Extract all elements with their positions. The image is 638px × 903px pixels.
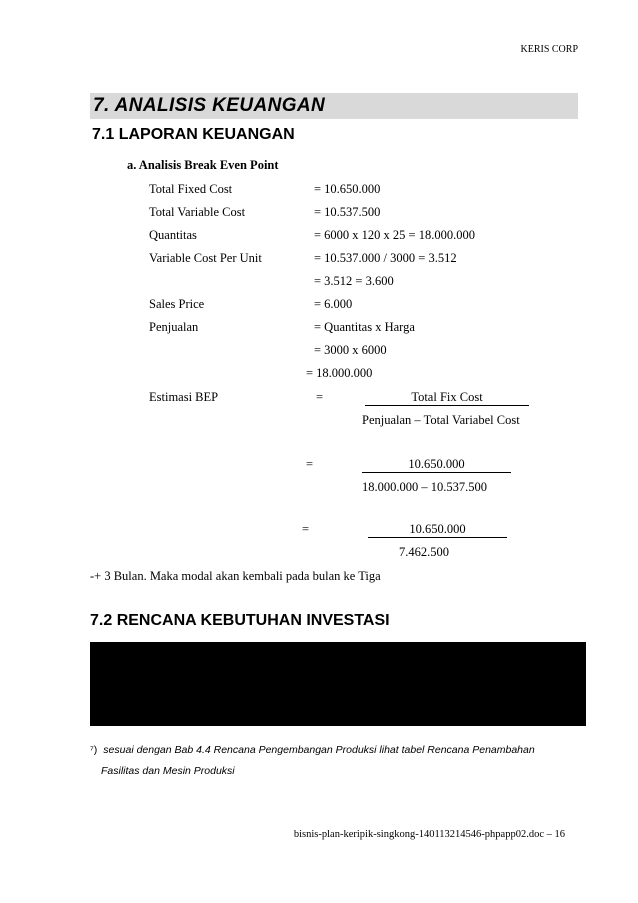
subsection-a-heading: a. Analisis Break Even Point xyxy=(127,158,279,172)
sales-formula: = Quantitas x Harga xyxy=(314,320,415,334)
section-7-1-heading: 7.1 LAPORAN KEUANGAN xyxy=(92,126,295,143)
variable-cost-per-unit-rounded: = 3.512 = 3.600 xyxy=(314,274,394,288)
variable-cost-per-unit-value: = 10.537.000 / 3000 = 3.512 xyxy=(314,251,457,265)
variable-cost-value: = 10.537.500 xyxy=(314,205,381,219)
bep-denominator-1: Penjualan – Total Variabel Cost xyxy=(362,413,520,427)
header-company: KERIS CORP xyxy=(520,44,578,55)
bep-equals-2: = xyxy=(306,457,314,471)
fixed-cost-label: Total Fixed Cost xyxy=(149,182,233,196)
bep-conclusion: -+ 3 Bulan. Maka modal akan kembali pada bulan ke Tiga xyxy=(90,569,381,583)
section-7-heading: 7. ANALISIS KEUANGAN xyxy=(93,95,326,116)
footnote-line-1 xyxy=(90,744,535,756)
bep-numerator-2: 10.650.000 xyxy=(362,457,511,473)
bep-denominator-3: 7.462.500 xyxy=(399,545,449,559)
sales-calculation: = 3000 x 6000 xyxy=(314,343,387,357)
footnote-marker: ⁷) xyxy=(90,744,98,756)
quantity-label: Quantitas xyxy=(149,228,197,242)
footnote-line-2: Fasilitas dan Mesin Produksi xyxy=(101,765,235,777)
bep-equals-3: = xyxy=(302,522,310,536)
section-7-2-heading: 7.2 RENCANA KEBUTUHAN INVESTASI xyxy=(90,612,390,629)
sales-price-value: = 6.000 xyxy=(314,297,353,311)
variable-cost-per-unit-label: Variable Cost Per Unit xyxy=(149,251,262,265)
page-footer: bisnis-plan-keripik-singkong-140113214546-phpapp02.doc – 16 xyxy=(293,829,565,840)
sales-result: = 18.000.000 xyxy=(306,366,373,380)
bep-label: Estimasi BEP xyxy=(149,390,219,404)
bep-denominator-2: 18.000.000 – 10.537.500 xyxy=(362,480,487,494)
fixed-cost-value: = 10.650.000 xyxy=(314,182,381,196)
footnote-text-1: sesuai dengan Bab 4.4 Rencana Pengembangan Produksi lihat tabel Rencana Penambahan xyxy=(103,744,535,756)
bep-numerator-1: Total Fix Cost xyxy=(365,390,529,406)
sales-label: Penjualan xyxy=(149,320,199,334)
quantity-value: = 6000 x 120 x 25 = 18.000.000 xyxy=(314,228,475,242)
sales-price-label: Sales Price xyxy=(149,297,205,311)
bep-equals-1: = xyxy=(316,390,324,404)
redacted-block xyxy=(90,642,586,726)
variable-cost-label: Total Variable Cost xyxy=(149,205,246,219)
bep-numerator-3: 10.650.000 xyxy=(368,522,507,538)
